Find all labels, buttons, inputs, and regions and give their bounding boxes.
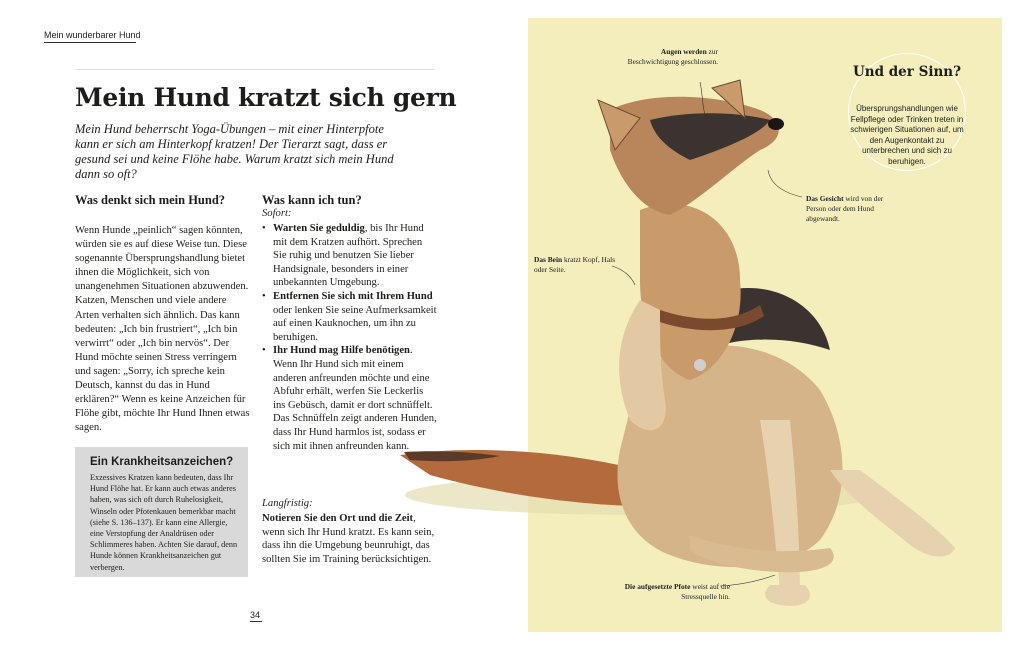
collar-tag <box>694 359 706 371</box>
annotation-leg-text: kratzt Kopf, Hals oder Seite. <box>534 255 616 274</box>
list-item-text: , bis Ihr Hund mit dem Kratzen aufhört. Sprechen Sie ruhig und benutzen Sie lieber Handsignale, besonders in einer unbekannten Umgebung. <box>273 223 424 289</box>
nose <box>768 118 784 130</box>
annotation-paw-bold: Die aufgesetzte Pfote <box>624 582 691 591</box>
annotation-eyes-bold: Augen werden <box>660 47 707 56</box>
side-leg <box>830 470 955 557</box>
running-head: Mein wunderbarer Hund <box>44 30 141 40</box>
page-title: Mein Hund kratzt sich gern <box>75 83 457 112</box>
bullet-glyph: • <box>262 290 266 302</box>
list-item-text: oder lenken Sie seine Aufmerksamkeit auf einen Kauknochen, um ihn zu beruhigen. <box>273 304 437 343</box>
info-box-title: Ein Krankheitsanzeichen? <box>90 456 234 468</box>
list-item-bold: Entfernen Sie sich mit Ihrem Hund <box>273 290 433 302</box>
annotation-eyes <box>618 47 718 67</box>
langfristig-bold: Notieren Sie den Ort und die Zeit <box>262 513 414 524</box>
list-item-bold: Ihr Hund mag Hilfe benötigen <box>273 345 410 357</box>
sidebar-body: Übersprungshandlungen wie Fellpflege oder Trinken treten in schwierigen Situationen auf, um den Augenkontakt zu unterbrechen und sich zu beruhigen. <box>850 104 964 166</box>
annotation-face <box>806 194 901 224</box>
column1-body: Wenn Hunde „peinlich“ sagen könnten, würden sie es auf diese Weise tun. Diese sogenannte Übersprungshandlung bietet ihnen die Möglichkeit, sich von unangenehmen Situationen abzuwenden. Katzen, Menschen und viele andere Arten verhalten sich ähnlich. Das kann bedeuten: „Ich bin frustriert“, „Ich bin verwirrt“ oder „Ich bin nervös“. Der Hund möchte seinen Stress verringern und sagen: „Sorry, ich spreche kein Deutsch, kannst du das in Hund erklären?“ Wenn es keine Anzeichen für Flöhe gibt, möchte Ihr Hund Ihnen etwas sagen. <box>75 225 250 434</box>
langfristig-label: Langfristig: <box>262 498 313 509</box>
scratching-leg <box>619 300 666 430</box>
annotation-face-text: wird von der Person oder dem Hund abgewandt. <box>806 194 884 223</box>
annotation-paw-text: weist auf die Stressquelle hin. <box>681 582 730 601</box>
column1-heading: Was denkt sich mein Hund? <box>75 193 226 207</box>
info-box-body: Exzessives Kratzen kann bedeuten, dass Ihr Hund Flöhe hat. Er kann auch etwas anderes haben, was sich oft durch Ruhelosigkeit, Winseln oder Pfotenkauen bemerkbar macht (siehe S. 136–137). Er kann eine Allergie, eine Verstopfung der Analdrüsen oder Schlimmeres haben. Achten Sie darauf, denn Hunde können Krankheitsanzeichen gut verbergen. <box>90 473 238 572</box>
bullet-glyph: • <box>262 345 266 357</box>
list-item-bold: Warten Sie geduldig <box>273 223 365 234</box>
langfristig-text: , wenn sich Ihr Hund kratzt. Es kann sein, dass ihn die Umgebung beunruhigt, das sollten Sie im Training berücksichtigen. <box>262 513 435 565</box>
annotation-eyes-text: zur Beschwichtigung geschlossen. <box>627 47 718 66</box>
page-number: 34 <box>250 610 261 620</box>
bullet-glyph: • <box>262 223 266 234</box>
annotation-face-bold: Das Gesicht <box>806 194 844 203</box>
front-paw <box>765 585 810 606</box>
annotation-leg-bold: Das Bein <box>534 255 563 264</box>
leader-line-face <box>768 170 802 197</box>
sofort-label: Sofort: <box>262 208 292 219</box>
lead-paragraph: Mein Hund beherrscht Yoga-Übungen – mit einer Hinterpfote kann er sich am Hinterkopf kratzen! Der Tierarzt sagt, dass er gesund sei und keine Flöhe habe. Warum kratzt sich mein Hund dann so oft? <box>75 122 394 181</box>
column2-heading: Was kann ich tun? <box>262 193 362 207</box>
sidebar-title: Und der Sinn? <box>853 64 961 80</box>
annotation-paw <box>615 582 730 602</box>
list-item-text: . Wenn Ihr Hund sich mit einem anderen anfreunden möchte und eine Abfuhr erhält, werfen Sie Leckerlis ins Gebüsch, damit er dort schnüffelt. Das Schnüffeln zeigt anderen Hunden, dass Ihr Hund harmlos ist, sodass er sich mit ihnen anfreunden kann. <box>273 345 437 452</box>
annotation-leg <box>534 255 624 275</box>
